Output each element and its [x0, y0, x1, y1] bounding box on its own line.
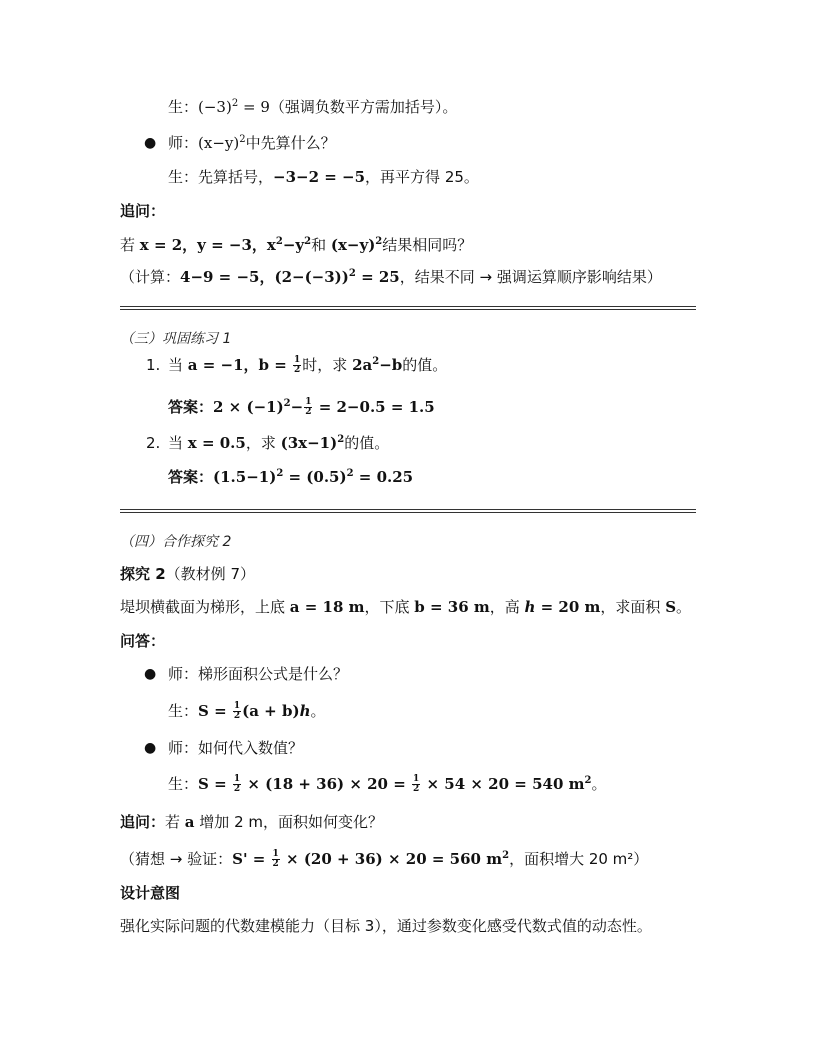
note-text: ，结果不同 → 强调运算顺序影响结果） [399, 268, 662, 286]
section-heading-cooperative: （四）合作探究 2 [120, 534, 232, 550]
exponent: 2 [276, 468, 284, 479]
bullet-icon: ● [144, 740, 157, 756]
exercise-text: 的值。 [402, 356, 448, 374]
math-expr: = 2−0.5 = 1.5 [313, 398, 435, 416]
question-text: 中先算什么？ [245, 134, 336, 152]
item-number: 1. [146, 356, 161, 374]
math-expr: −3−2 = −5 [273, 168, 366, 186]
exponent: 2 [584, 775, 592, 786]
fraction-numerator: 1 [294, 355, 301, 365]
math-expr: (−3) [198, 98, 232, 116]
exercise-text: 的值。 [344, 434, 390, 452]
followup-label: 追问： [120, 202, 166, 220]
exponent: 2 [348, 268, 356, 279]
math-expr: = 25 [355, 268, 400, 286]
fraction [233, 775, 241, 794]
math-expr: − [290, 398, 304, 416]
student-answer-line-1 [168, 96, 457, 118]
explore-note: （教材例 7） [165, 565, 255, 583]
fraction-denominator: 2 [233, 711, 241, 721]
student-answer-line-2 [168, 166, 479, 188]
exercise-text: 当 [168, 434, 188, 452]
fraction-denominator: 2 [305, 407, 312, 417]
item-number: 2. [146, 434, 161, 452]
exponent: 2 [346, 468, 354, 479]
math-expr: = 0.25 [353, 468, 414, 486]
math-expr: −y [282, 236, 305, 254]
fraction-denominator: 2 [413, 784, 420, 794]
math-expr: 4−9 = −5，(2−(−3)) [180, 268, 349, 286]
guess-verify-note [120, 848, 648, 870]
fraction-denominator: 2 [294, 365, 301, 375]
fraction-numerator: 1 [233, 701, 241, 711]
student-answer-formula [168, 700, 325, 722]
fraction [293, 356, 301, 375]
math-expr: −b [379, 356, 403, 374]
exponent: 2 [372, 356, 380, 367]
teacher-question-line [168, 132, 336, 154]
math-expr: S = [198, 775, 232, 793]
section-divider [120, 509, 696, 513]
followup-question-2 [120, 811, 383, 833]
answer-text: 生：先算括号， [168, 168, 274, 186]
exercise-text: 时，求 [302, 356, 353, 374]
note-text: （强调负数平方需加括号）。 [269, 98, 458, 116]
note-text: （计算： [120, 268, 181, 286]
math-expr: a [184, 813, 195, 831]
problem-text: ，下底 [364, 598, 415, 616]
answer-text: 。 [310, 702, 326, 720]
exponent: 2 [231, 98, 239, 109]
math-expr: 2 × (−1) [213, 398, 284, 416]
exercise-item-2 [146, 432, 389, 454]
design-intent-text: 强化实际问题的代数建模能力（目标 3），通过参数变化感受代数式值的动态性。 [120, 917, 652, 935]
math-expr: × 54 × 20 = 540 m [421, 775, 585, 793]
question-text: 结果相同吗？ [382, 236, 473, 254]
fraction [304, 398, 312, 417]
speaker-label: 生： [168, 775, 199, 793]
math-expr: S = [198, 702, 232, 720]
math-expr: × (18 + 36) × 20 = [242, 775, 412, 793]
math-expr: 2a [352, 356, 373, 374]
bullet-icon: ● [144, 135, 157, 151]
math-expr: (x−y) [198, 134, 240, 152]
question-text: 增加 2 m，面积如何变化？ [194, 813, 383, 831]
speaker-label: 生： [168, 98, 199, 116]
problem-text: 堤坝横截面为梯形，上底 [120, 598, 290, 616]
calculation-note [120, 266, 662, 288]
section-heading-consolidation: （三）巩固练习 1 [120, 331, 232, 347]
question-text: 和 [311, 236, 331, 254]
exponent: 2 [502, 850, 510, 861]
answer-text: ，再平方得 25。 [365, 168, 479, 186]
math-expr: = 20 m [535, 598, 601, 616]
bullet-icon: ● [144, 666, 157, 682]
answer-label: 答案： [168, 398, 214, 416]
fraction [272, 850, 280, 869]
exponent: 2 [304, 236, 312, 247]
speaker-label: 生： [168, 702, 199, 720]
problem-text: ，高 [489, 598, 525, 616]
note-text: （猜想 → 验证： [120, 850, 233, 868]
teacher-question-2: 师：如何代入数值？ [168, 739, 304, 757]
fraction-numerator: 1 [305, 397, 312, 407]
math-expr: h [299, 702, 311, 720]
question-text: 若 [120, 236, 140, 254]
math-expr: x = 2，y = −3，x [139, 236, 276, 254]
fraction-numerator: 1 [272, 849, 279, 859]
exercise-item-1 [146, 354, 447, 376]
qa-label: 问答： [120, 632, 166, 650]
math-expr: (x−y) [330, 236, 376, 254]
followup-question [120, 234, 472, 256]
student-answer-substitution [168, 773, 606, 795]
math-expr: = 9 [238, 98, 270, 116]
math-expr: a = 18 m [289, 598, 365, 616]
note-text: ，面积增大 20 m²） [509, 850, 649, 868]
math-expr: × (20 + 36) × 20 = 560 m [280, 850, 503, 868]
math-expr: (1.5−1) [213, 468, 277, 486]
followup-label: 追问： [120, 813, 166, 831]
exercise-text: ，求 [245, 434, 281, 452]
exponent: 2 [337, 434, 345, 445]
fraction-numerator: 1 [413, 774, 420, 784]
answer-label: 答案： [168, 468, 214, 486]
explore-title [120, 563, 255, 585]
teacher-question-1: 师：梯形面积公式是什么？ [168, 665, 349, 683]
question-text: 若 [165, 813, 185, 831]
speaker-label: 师： [168, 134, 199, 152]
answer-1 [168, 396, 435, 418]
math-expr: b = 36 m [414, 598, 490, 616]
exponent: 2 [275, 236, 283, 247]
exercise-text: 当 [168, 356, 188, 374]
math-expr: a = −1，b = [187, 356, 293, 374]
exponent: 2 [283, 398, 291, 409]
math-expr: x = 0.5 [187, 434, 246, 452]
answer-text: 。 [591, 775, 607, 793]
fraction [412, 775, 420, 794]
fraction-denominator: 2 [272, 859, 279, 869]
explore-label: 探究 2 [120, 565, 166, 583]
math-expr: = (0.5) [283, 468, 347, 486]
problem-statement [120, 596, 691, 618]
exponent: 2 [375, 236, 383, 247]
design-intent-label: 设计意图 [120, 884, 181, 902]
math-expr: (3x−1) [280, 434, 338, 452]
fraction-numerator: 1 [233, 774, 241, 784]
math-expr: S' = [232, 850, 271, 868]
fraction [233, 702, 241, 721]
math-expr: h [524, 598, 536, 616]
math-expr: (a + b) [242, 702, 300, 720]
exponent: 2 [239, 134, 246, 145]
math-expr: S [665, 598, 677, 616]
answer-2 [168, 466, 413, 488]
problem-text: ，求面积 [600, 598, 666, 616]
section-divider [120, 306, 696, 310]
problem-text: 。 [676, 598, 692, 616]
fraction-denominator: 2 [233, 784, 241, 794]
